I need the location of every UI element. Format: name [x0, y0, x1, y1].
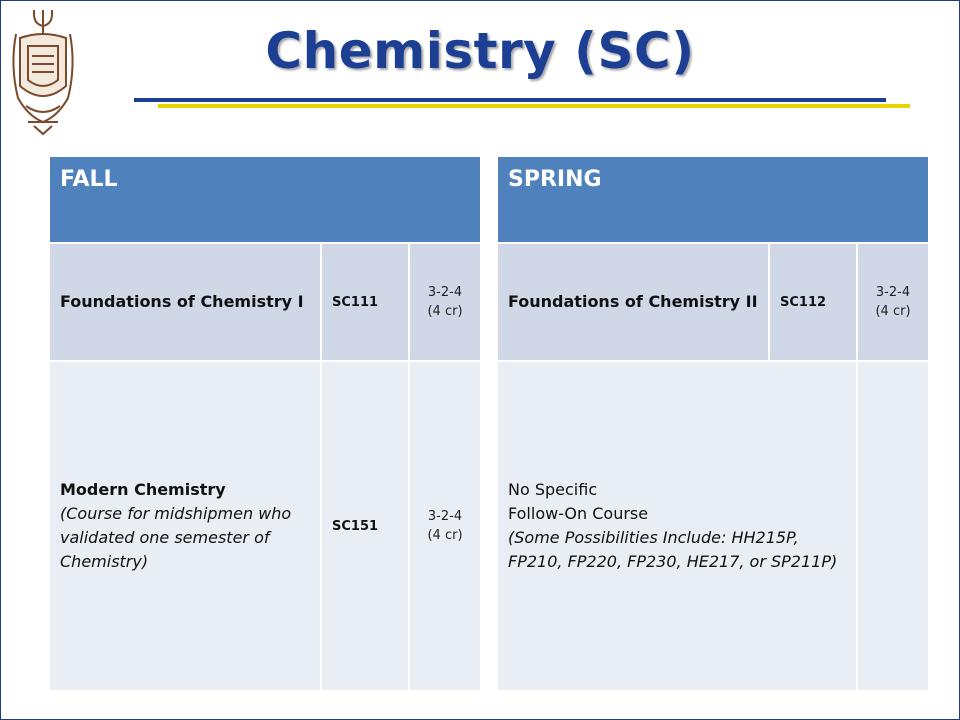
- course-credit-count: (4 cr): [427, 528, 463, 543]
- course-credits: [857, 243, 929, 361]
- course-note: (Some Possibilities Include: HH215P, FP210, FP220, FP230, HE217, or SP211P): [508, 528, 838, 571]
- table-row: [497, 361, 929, 691]
- course-hours: 3-2-4: [875, 285, 911, 300]
- course-hours: 3-2-4: [427, 285, 463, 300]
- course-note: (Course for midshipmen who validated one semester of Chemistry): [60, 504, 292, 571]
- course-code: SC151: [321, 361, 409, 691]
- course-code: SC111: [321, 243, 409, 361]
- spring-course-table: [496, 155, 930, 692]
- spring-header: SPRING: [497, 156, 929, 243]
- fall-header: FALL: [49, 156, 481, 243]
- course-name: Modern Chemistry: [60, 480, 226, 499]
- fall-course-table: [48, 155, 482, 692]
- spring-header-row: [497, 156, 929, 243]
- course-credits: [409, 361, 481, 691]
- table-row: [497, 243, 929, 361]
- course-line-1: No Specific: [508, 480, 598, 499]
- course-credits-empty: [857, 361, 929, 691]
- table-row: [49, 243, 481, 361]
- course-credits: [409, 243, 481, 361]
- course-code: SC112: [769, 243, 857, 361]
- course-name: Foundations of Chemistry I: [49, 243, 321, 361]
- table-row: [49, 361, 481, 691]
- course-name: Foundations of Chemistry II: [497, 243, 769, 361]
- course-line-2: Follow-On Course: [508, 504, 649, 523]
- title-underline-blue: [134, 98, 886, 102]
- page-title: Chemistry (SC): [265, 22, 695, 80]
- fall-header-row: [49, 156, 481, 243]
- course-credit-count: (4 cr): [875, 304, 911, 319]
- title-underline-gold: [158, 104, 910, 108]
- course-description: [49, 361, 321, 691]
- course-hours: 3-2-4: [427, 509, 463, 524]
- course-credit-count: (4 cr): [427, 304, 463, 319]
- course-description: [497, 361, 857, 691]
